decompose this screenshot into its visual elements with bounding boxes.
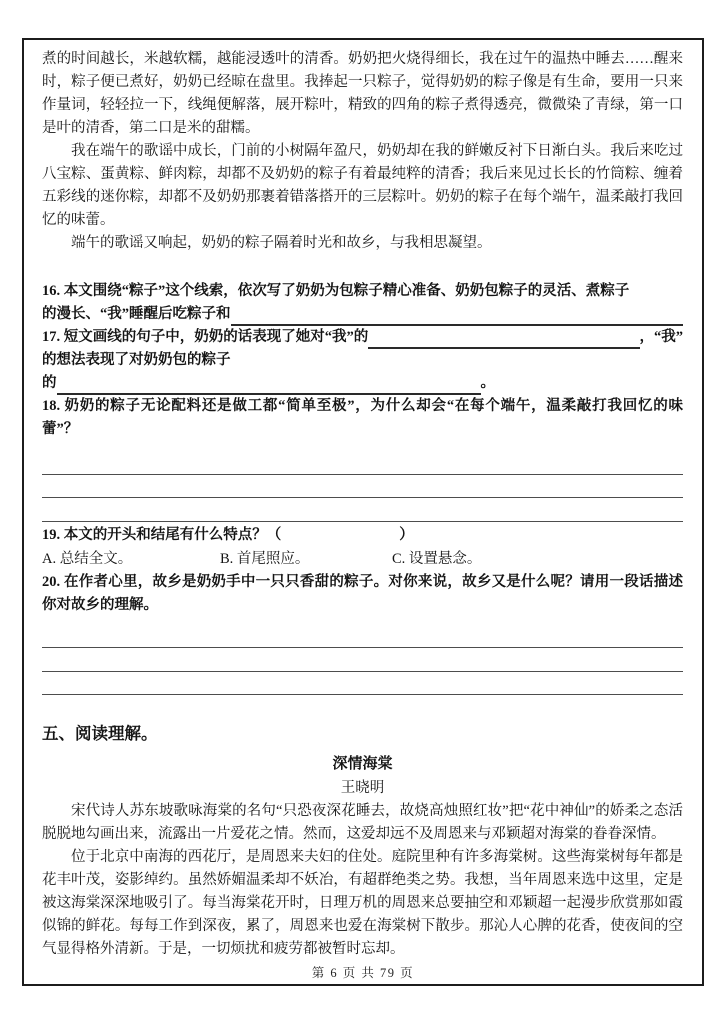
essay-haitang [42,752,683,961]
exam-page [22,38,704,986]
option-c[interactable]: C. 设置悬念。 [392,550,482,567]
question-19-prompt [42,524,683,547]
question-17-line3 [42,372,683,395]
fill-in-blank-16[interactable] [231,307,684,326]
question-17-line2: 的想法表现了对奶奶包的粽子 [42,352,231,368]
page-number-footer: 第 6 页 共 79 页 [311,966,415,980]
passage-paragraph-2: 我在端午的歌谣中成长，门前的小树隔年盈尺，奶奶却在我的鲜嫩反衬下日渐白头。我后来吃过八宝粽、蛋黄粽、鲜肉粽，却都不及奶奶的粽子有着最纯粹的清香；我后来见过长长的竹筒粽、缠着五彩线的迷你粽，却都不及奶奶那裹着错落搭开的三层粽叶。奶奶的粽子在每个端午，温柔敲打我回忆的味蕾。 [42,143,683,228]
question-17-line3-text: 的 [42,375,57,391]
answer-line[interactable] [42,672,683,696]
option-a[interactable]: A. 总结全文。 [42,550,133,567]
question-17-line3-tail: 。 [480,375,495,391]
question-18: 18. 奶奶的粽子无论配料还是做工都“简单至极”，为什么却会“在每个端午，温柔敲打我回忆的味蕾”？ [42,398,683,437]
answer-line[interactable] [42,475,683,499]
passage-zongzi [42,48,683,255]
fill-in-blank-17a[interactable] [368,330,639,349]
question-16-line2-text: 的漫长、“我”睡醒后吃粽子和 [42,306,231,322]
question-17 [42,326,683,395]
section-heading-reading: 五、阅读理解。 [42,724,158,743]
option-b[interactable]: B. 首尾照应。 [220,550,310,567]
question-19-prompt-open: 19. 本文的开头和结尾有什么特点？（ [42,526,282,543]
question-17-line1-text: 17. 短文画线的句子中，奶奶的话表现了她对“我”的 [42,329,369,345]
question-16-line2 [42,303,683,326]
essay-paragraph-1: 宋代诗人苏东坡歌咏海棠的名句“只恐夜深花睡去，故烧高烛照红妆”把“花中神仙”的娇柔之态活脱脱地勾画出来，流露出一片爱花之情。然而，这爱却远不及周恩来与邓颖超对海棠的眷眷深情。 [42,803,683,842]
answer-area-q20 [42,625,683,696]
essay-paragraph-2: 位于北京中南海的西花厅，是周恩来夫妇的住处。庭院里种有许多海棠树。这些海棠树每年都是花丰叶茂，姿影绰约。虽然娇媚温柔却不妖冶，有超群绝类之势。我想，当年周恩来选中这里，定是被这海棠深深地吸引了。每当海棠花开时，日理万机的周恩来总要抽空和邓颖超一起漫步欣赏那如霞似锦的鲜花。每每工作到深夜，累了，周恩来也爱在海棠树下散步。那沁人心脾的花香，使夜间的空气显得格外清新。于是，一切烦扰和疲劳都被暂时忘却。 [42,849,683,957]
question-16-line1: 16. 本文围绕“粽子”这个线索，依次写了奶奶为包粽子精心准备、奶奶包粽子的灵活、煮粽子 [42,283,630,299]
essay-author: 王晓明 [340,780,385,796]
question-19-options [42,547,683,571]
question-16 [42,280,683,326]
question-17-line1-tail: ，“我” [639,329,683,345]
answer-line[interactable] [42,625,683,649]
question-20: 20. 在作者心里，故乡是奶奶手中一只只香甜的粽子。对你来说，故乡又是什么呢？请用一段话描述你对故乡的理解。 [42,573,683,613]
fill-in-blank-17b[interactable] [57,376,481,395]
answer-area-q18 [42,451,683,522]
essay-title: 深情海棠 [332,756,393,772]
question-17-line1 [42,326,683,349]
passage-paragraph-3: 端午的歌谣又响起，奶奶的粽子隔着时光和故乡，与我相思凝望。 [71,235,492,251]
answer-line[interactable] [42,498,683,522]
answer-line[interactable] [42,451,683,475]
question-block [42,280,683,695]
question-19 [42,524,683,571]
passage-paragraph-continued: 煮的时间越长，米越软糯，越能浸透叶的清香。奶奶把火烧得细长，我在过午的温热中睡去……醒来时，粽子便已煮好，奶奶已经晾在盘里。我捧起一只粽子，觉得奶奶的粽子像是有生命，要用一只来作量词，轻轻拉一下，线绳便解落，展开粽叶，精致的四角的粽子煮得透亮，微微染了青绿，第一口是叶的清香，第二口是米的甜糯。 [42,51,683,136]
answer-line[interactable] [42,648,683,672]
question-19-prompt-close: ） [399,526,414,543]
